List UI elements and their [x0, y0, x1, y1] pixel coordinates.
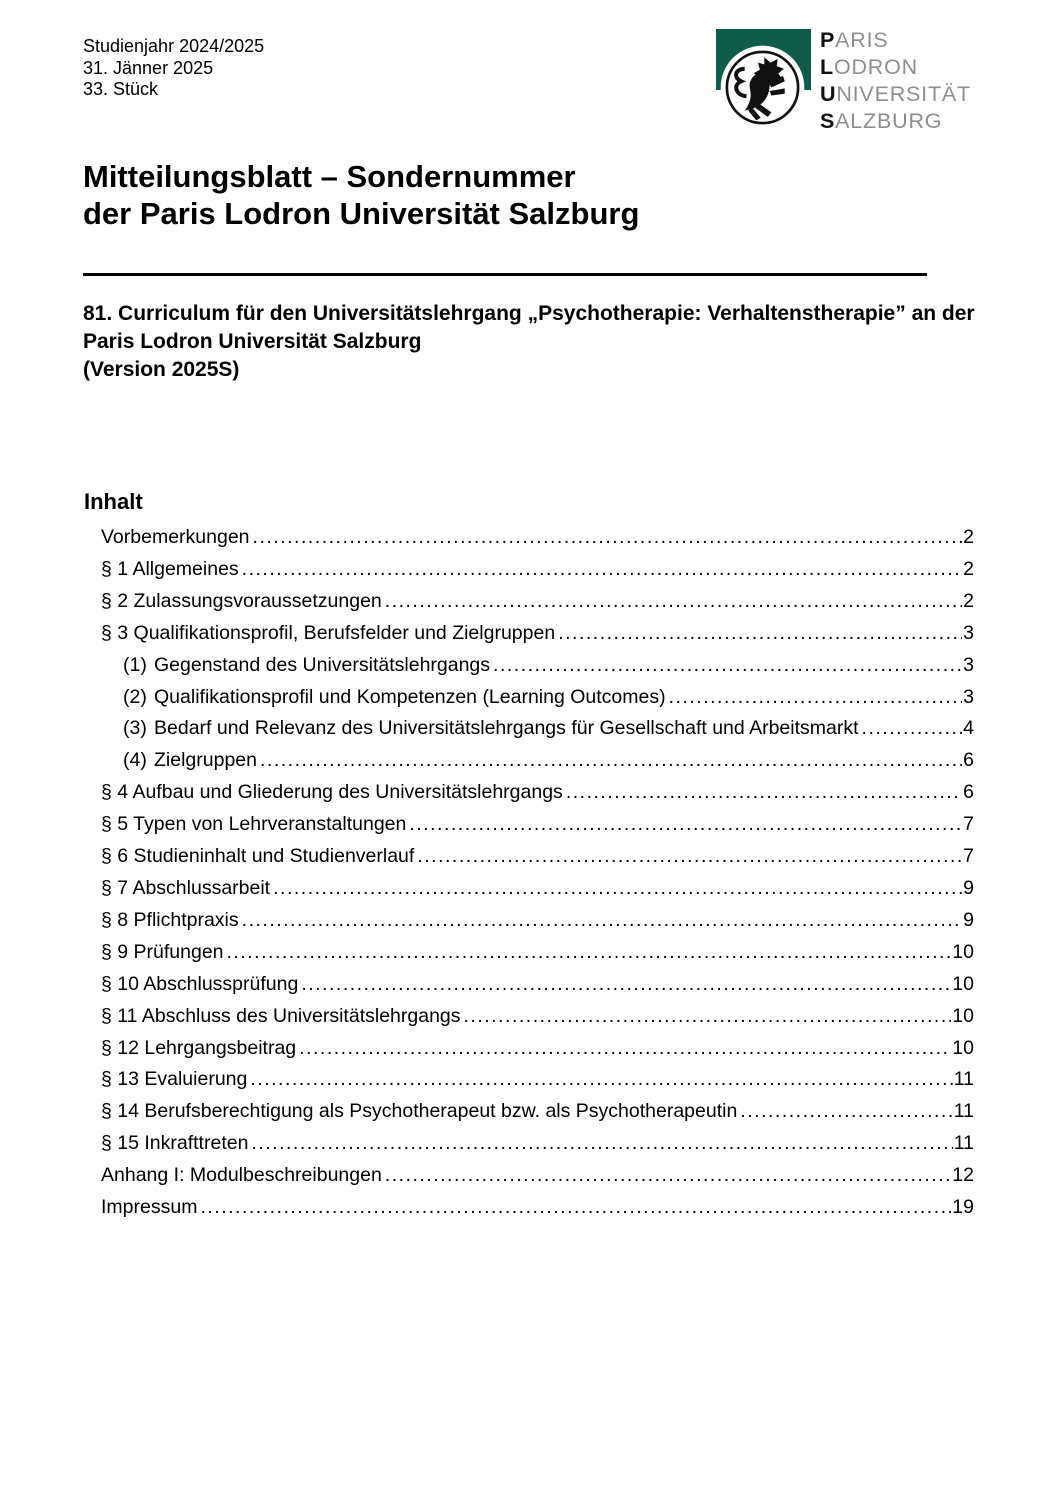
dateline-date: 31. Jänner 2025	[83, 57, 214, 78]
toc-leader-dots	[385, 586, 962, 618]
toc-entry-label: § 8 Pflichtpraxis	[101, 908, 239, 931]
toc-entry	[83, 777, 974, 809]
toc-entry-label: Qualifikationsprofil und Kompetenzen (Learning Outcomes)	[154, 685, 666, 708]
toc-entry	[83, 650, 974, 682]
logo-initial: U	[820, 82, 837, 106]
toc-entry	[83, 586, 974, 618]
toc-heading: Inhalt	[84, 489, 143, 514]
logo-line-universitaet	[820, 81, 971, 108]
toc-entry-label: § 3 Qualifikationsprofil, Berufsfelder und Zielgruppen	[101, 621, 556, 644]
logo-initial: L	[820, 55, 834, 79]
toc-entry-label: § 15 Inkrafttreten	[101, 1132, 249, 1155]
toc-entry	[83, 1033, 974, 1065]
document-title	[83, 158, 639, 232]
toc-entry-label: § 2 Zulassungsvoraussetzungen	[101, 589, 382, 612]
toc-entry-label: § 5 Typen von Lehrveranstaltungen	[101, 813, 407, 836]
toc-leader-dots	[253, 522, 963, 554]
toc-entry-page: 10	[952, 1004, 974, 1027]
toc-entry-label: § 10 Abschlussprüfung	[101, 972, 299, 995]
toc-entry	[83, 937, 974, 969]
toc-leader-dots	[464, 1001, 952, 1033]
toc-entry	[83, 809, 974, 841]
dateline	[83, 36, 264, 101]
toc-leader-dots	[251, 1128, 952, 1160]
toc-entry-page: 2	[963, 557, 974, 580]
horizontal-rule	[83, 273, 927, 276]
toc-entry-label: § 9 Prüfungen	[101, 940, 224, 963]
toc-entry-page: 4	[963, 717, 974, 740]
toc-entry-page: 10	[952, 1036, 974, 1059]
logo-rest: NIVERSITÄT	[836, 82, 971, 106]
toc-leader-dots	[417, 841, 962, 873]
toc-entry-page: 19	[952, 1196, 974, 1219]
lion-seal-icon	[718, 43, 807, 132]
toc-entry-label: Impressum	[101, 1196, 198, 1219]
toc-entry	[83, 1096, 974, 1128]
logo-line-paris	[820, 27, 971, 54]
logo-line-lodron	[820, 54, 971, 81]
toc-entry-page: 3	[963, 621, 974, 644]
toc-entry-label: Bedarf und Relevanz des Universitätslehrgangs für Gesellschaft und Arbeitsmarkt	[154, 717, 859, 740]
toc-leader-dots	[200, 1192, 951, 1224]
toc-entry-label: § 6 Studieninhalt und Studienverlauf	[101, 845, 415, 868]
toc-entry-label: Vorbemerkungen	[101, 526, 250, 548]
document-title-line2: der Paris Lodron Universität Salzburg	[83, 196, 640, 231]
toc-leader-dots	[740, 1096, 952, 1128]
toc-leader-dots	[299, 1033, 951, 1065]
toc-leader-dots	[493, 650, 962, 682]
university-logo-wordmark	[820, 27, 971, 135]
dateline-study-year: Studienjahr 2024/2025	[83, 36, 265, 56]
toc-entry-page: 3	[963, 653, 974, 676]
toc-entry-label: § 4 Aufbau und Gliederung des Universitätslehrgangs	[101, 781, 563, 804]
toc-entry	[83, 1001, 974, 1033]
toc-entry-page: 11	[953, 1132, 974, 1155]
toc-leader-dots	[250, 1064, 952, 1096]
toc-entry-page: 10	[952, 940, 974, 963]
toc-leader-dots	[242, 554, 962, 586]
logo-rest: ARIS	[835, 28, 889, 52]
toc-entry	[83, 969, 974, 1001]
toc-entry	[83, 1160, 974, 1192]
toc-entry-page: 7	[963, 813, 974, 836]
toc-list	[83, 522, 974, 1224]
toc-entry-label: Zielgruppen	[154, 749, 257, 772]
toc-leader-dots	[385, 1160, 952, 1192]
toc-entry	[83, 1128, 974, 1160]
logo-initial: S	[820, 109, 836, 133]
toc-entry	[83, 905, 974, 937]
toc-entry-page: 11	[953, 1100, 974, 1123]
toc-entry-page: 6	[963, 781, 974, 804]
toc-leader-dots	[558, 618, 962, 650]
toc-entry-number: (1)	[123, 653, 147, 676]
logo-rest: ODRON	[833, 55, 918, 79]
toc-entry-label: § 14 Berufsberechtigung als Psychotherapeut bzw. als Psychotherapeutin	[101, 1100, 738, 1123]
toc-entry	[83, 713, 974, 745]
toc-entry	[83, 682, 974, 714]
toc-entry-page: 9	[963, 876, 974, 899]
toc-entry	[83, 522, 974, 554]
toc-leader-dots	[273, 873, 962, 905]
toc-entry-page: 2	[963, 589, 974, 612]
university-logo	[716, 27, 1016, 139]
toc-entry-number: (4)	[123, 749, 147, 772]
toc-entry-label: § 1 Allgemeines	[101, 557, 239, 580]
section-heading-line1: 81. Curriculum für den Universitätslehrgang „Psychotherapie: Verhaltenstherapie” an der	[83, 302, 975, 325]
toc-entry-number: (3)	[123, 717, 147, 740]
toc-entry-page: 3	[963, 685, 974, 708]
toc-leader-dots	[260, 745, 962, 777]
toc-entry-label: § 7 Abschlussarbeit	[101, 876, 271, 899]
logo-initial: P	[820, 28, 836, 52]
toc-entry-page: 12	[952, 1164, 974, 1187]
toc-entry-page: 2	[963, 526, 974, 548]
logo-line-salzburg	[820, 108, 971, 135]
toc-leader-dots	[242, 905, 962, 937]
toc-entry-label: § 12 Lehrgangsbeitrag	[101, 1036, 297, 1059]
toc-entry-page: 9	[963, 908, 974, 931]
toc-entry-page: 10	[952, 972, 974, 995]
toc-entry-label: Anhang I: Modulbeschreibungen	[101, 1164, 382, 1187]
toc-leader-dots	[227, 937, 952, 969]
toc-entry	[83, 1192, 974, 1224]
section-heading	[83, 300, 975, 384]
university-logo-mark	[716, 29, 812, 141]
toc-entry-page: 7	[963, 845, 974, 868]
toc-leader-dots	[669, 682, 963, 714]
dateline-issue: 33. Stück	[83, 79, 159, 99]
section-heading-line3: (Version 2025S)	[83, 358, 240, 381]
toc-entry-label: Gegenstand des Universitätslehrgangs	[154, 653, 491, 676]
section-heading-line2: Paris Lodron Universität Salzburg	[83, 330, 422, 353]
toc-entry	[83, 873, 974, 905]
logo-rest: ALZBURG	[835, 109, 943, 133]
toc-entry	[83, 554, 974, 586]
toc-leader-dots	[301, 969, 951, 1001]
toc-entry-label: § 11 Abschluss des Universitätslehrgangs	[101, 1004, 461, 1027]
toc-entry-label: § 13 Evaluierung	[101, 1068, 248, 1091]
toc-entry	[83, 1064, 974, 1096]
toc-entry	[83, 841, 974, 873]
toc-entry-number: (2)	[123, 685, 147, 708]
toc-entry	[83, 618, 974, 650]
document-title-line1: Mitteilungsblatt – Sondernummer	[83, 159, 576, 194]
toc-entry-page: 6	[963, 749, 974, 772]
toc-leader-dots	[409, 809, 962, 841]
toc-leader-dots	[566, 777, 962, 809]
toc-entry	[83, 745, 974, 777]
toc-leader-dots	[862, 713, 963, 745]
toc-entry-page: 11	[953, 1068, 974, 1091]
